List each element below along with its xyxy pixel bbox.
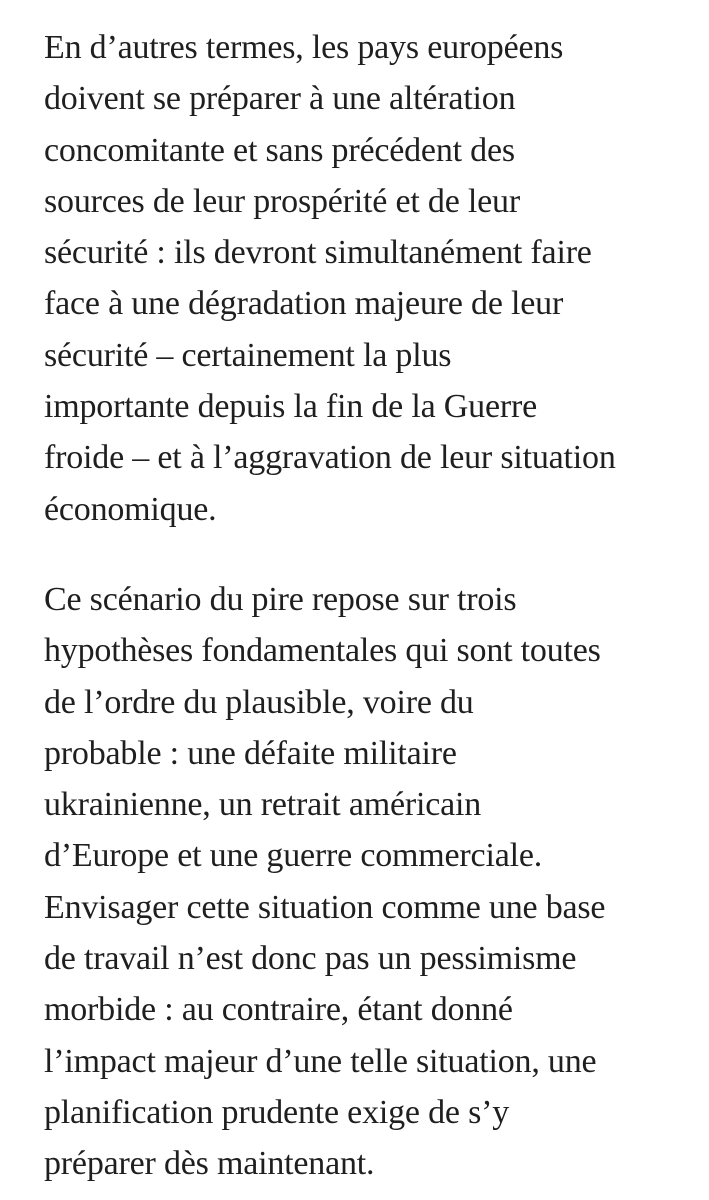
paragraph-2: [44, 574, 684, 1190]
text-line: sécurité – certainement la plus: [44, 336, 452, 374]
text-line: En d’autres termes, les pays européens: [44, 29, 564, 66]
article-body: [44, 22, 684, 1190]
text-line: concomitante et sans précédent des: [44, 131, 515, 169]
text-line: planification prudente exige de s’y: [44, 1093, 510, 1131]
text-line: de travail n’est donc pas un pessimisme: [44, 940, 577, 978]
text-line: froide – et à l’aggravation de leur situation: [44, 439, 616, 477]
text-line: importante depuis la fin de la Guerre: [44, 388, 537, 426]
text-line: morbide : au contraire, étant donné: [44, 991, 513, 1029]
text-line: d’Europe et une guerre commerciale.: [44, 837, 543, 875]
paragraph-1: [44, 22, 684, 535]
text-line: doivent se préparer à une altération: [44, 80, 516, 118]
text-line: l’impact majeur d’une telle situation, une: [44, 1042, 597, 1080]
text-line: ukrainienne, un retrait américain: [44, 786, 482, 824]
text-line: de l’ordre du plausible, voire du: [44, 683, 474, 721]
text-line: sources de leur prospérité et de leur: [44, 182, 520, 220]
text-line: Envisager cette situation comme une base: [44, 888, 606, 926]
text-line: économique.: [44, 490, 217, 528]
text-line: sécurité : ils devront simultanément faire: [44, 234, 592, 272]
text-line: Ce scénario du pire repose sur trois: [44, 580, 517, 618]
text-line: face à une dégradation majeure de leur: [44, 285, 564, 323]
text-line: hypothèses fondamentales qui sont toutes: [44, 632, 601, 670]
text-line: probable : une défaite militaire: [44, 734, 457, 772]
text-line: préparer dès maintenant.: [44, 1145, 375, 1183]
